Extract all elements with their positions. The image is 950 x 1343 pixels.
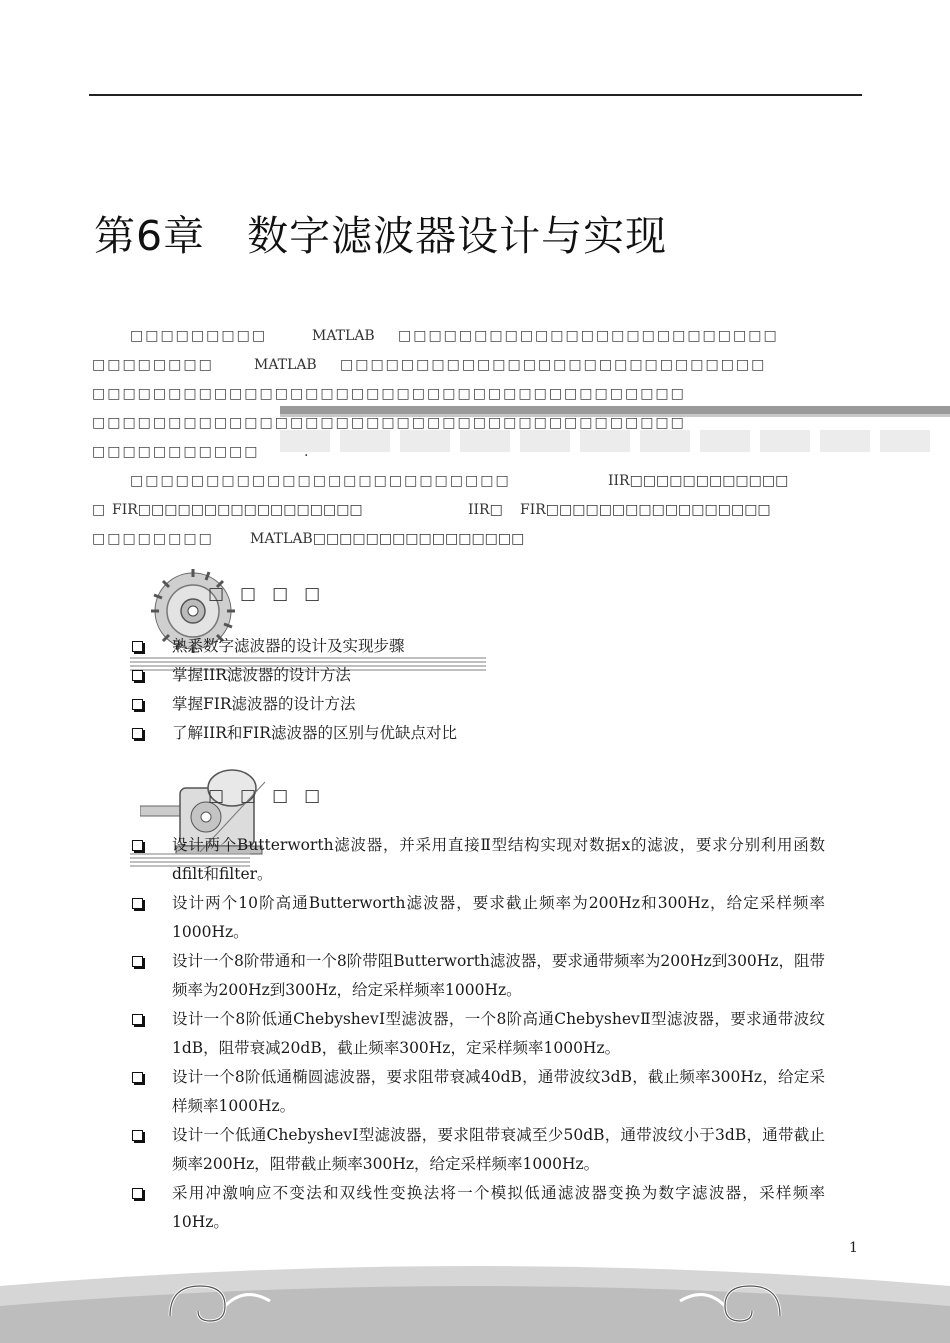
intro-text: □□□□□□□□□□□□□□□□□□□□□□□□□□□□□□□□□□□□□□□: [92, 386, 686, 402]
list-item-text: 采用冲激响应不变法和双线性变换法将一个模拟低通滤波器变换为数字滤波器，采样频率10Hz。: [172, 1184, 825, 1231]
intro-line: [92, 380, 822, 409]
list-item: [130, 719, 825, 748]
header-rule: [89, 94, 862, 96]
checkbox-bullet-icon: [132, 1130, 143, 1141]
intro-text: MATLAB: [254, 357, 317, 373]
list-item: [130, 1179, 825, 1237]
checkbox-bullet-icon: [132, 699, 143, 710]
list-item: [130, 831, 825, 889]
intro-text: □□□□□□□□□□□□□□□□□□□□□□□□□□□□: [340, 357, 767, 373]
objectives-heading: □□□□: [208, 584, 337, 604]
list-item-text: 了解IIR和FIR滤波器的区别与优缺点对比: [172, 724, 457, 742]
checkbox-bullet-icon: [132, 1188, 143, 1199]
list-item: [130, 1063, 825, 1121]
list-item-text: 掌握IIR滤波器的设计方法: [172, 666, 351, 684]
list-item: [130, 690, 825, 719]
intro-text: □□□□□□□□□□□: [92, 444, 260, 460]
checkbox-bullet-icon: [132, 728, 143, 739]
intro-text: FIR□□□□□□□□□□□□□□□□□: [112, 502, 363, 518]
checkbox-bullet-icon: [132, 840, 143, 851]
objectives-list: [130, 632, 825, 748]
intro-line: [92, 322, 822, 351]
intro-text: .: [304, 444, 309, 460]
intro-line: [92, 525, 822, 554]
list-item-text: 设计两个10阶高通Butterworth滤波器，要求截止频率为200Hz和300Hz，给定采样频率1000Hz。: [172, 894, 825, 941]
chapter-title: 第6章 数字滤波器设计与实现: [94, 212, 668, 260]
list-item-text: 设计两个Butterworth滤波器，并采用直接Ⅱ型结构实现对数据x的滤波，要求分别利用函数dfilt和filter。: [172, 836, 825, 883]
intro-text: □□□□□□□□: [92, 531, 214, 547]
list-item-text: 设计一个8阶低通椭圆滤波器，要求阻带衰减40dB，通带波纹3dB，截止频率300Hz，给定采样频率1000Hz。: [172, 1068, 825, 1115]
list-item: [130, 947, 825, 1005]
list-item-text: 掌握FIR滤波器的设计方法: [172, 695, 356, 713]
intro-text: MATLAB: [312, 328, 375, 344]
intro-line: [92, 351, 822, 380]
checkbox-bullet-icon: [132, 898, 143, 909]
checkbox-bullet-icon: [132, 1072, 143, 1083]
footer-cloud-ornament: [0, 1256, 950, 1343]
intro-text: □: [92, 502, 108, 518]
list-item: [130, 661, 825, 690]
list-item-text: 设计一个低通ChebyshevⅠ型滤波器，要求阻带衰减至少50dB，通带波纹小于3dB，通带截止频率200Hz，阻带截止频率300Hz，给定采样频率1000Hz。: [172, 1126, 825, 1173]
checkbox-bullet-icon: [132, 1014, 143, 1025]
checkbox-bullet-icon: [132, 641, 143, 652]
intro-paragraph: [92, 322, 822, 554]
intro-text: □□□□□□□□□□□□□□□□□□□□□□□□□: [130, 473, 511, 489]
intro-line: [92, 438, 822, 467]
tasks-list: [130, 831, 825, 1237]
list-item-text: 设计一个8阶低通ChebyshevⅠ型滤波器，一个8阶高通ChebyshevⅡ型滤波器，要求通带波纹1dB，阻带衰减20dB，截止频率300Hz，定采样频率1000Hz。: [172, 1010, 825, 1057]
intro-text: □□□□□□□□□□□□□□□□□□□□□□□□□□□□□□□□□□□□□□□: [92, 415, 686, 431]
intro-line: [92, 467, 822, 496]
intro-text: IIR□: [468, 502, 503, 518]
checkbox-bullet-icon: [132, 956, 143, 967]
intro-text: MATLAB□□□□□□□□□□□□□□□□: [250, 531, 525, 547]
list-item: [130, 632, 825, 661]
list-item: [130, 889, 825, 947]
list-item: [130, 1121, 825, 1179]
list-item-text: 设计一个8阶带通和一个8阶带阻Butterworth滤波器，要求通带频率为200Hz到300Hz，阻带频率为200Hz到300Hz，给定采样频率1000Hz。: [172, 952, 825, 999]
page-number: 1: [849, 1240, 858, 1256]
intro-line: [92, 409, 822, 438]
list-item: [130, 1005, 825, 1063]
checkbox-bullet-icon: [132, 670, 143, 681]
intro-text: □□□□□□□□: [92, 357, 214, 373]
intro-text: FIR□□□□□□□□□□□□□□□□□: [520, 502, 771, 518]
tasks-heading: □□□□: [208, 786, 337, 806]
intro-text: IIR□□□□□□□□□□□□: [608, 473, 789, 489]
list-item-text: 熟悉数字滤波器的设计及实现步骤: [172, 637, 405, 655]
intro-line: [92, 496, 822, 525]
intro-text: □□□□□□□□□□□□□□□□□□□□□□□□□: [398, 328, 779, 344]
intro-text: □□□□□□□□□: [130, 328, 268, 344]
